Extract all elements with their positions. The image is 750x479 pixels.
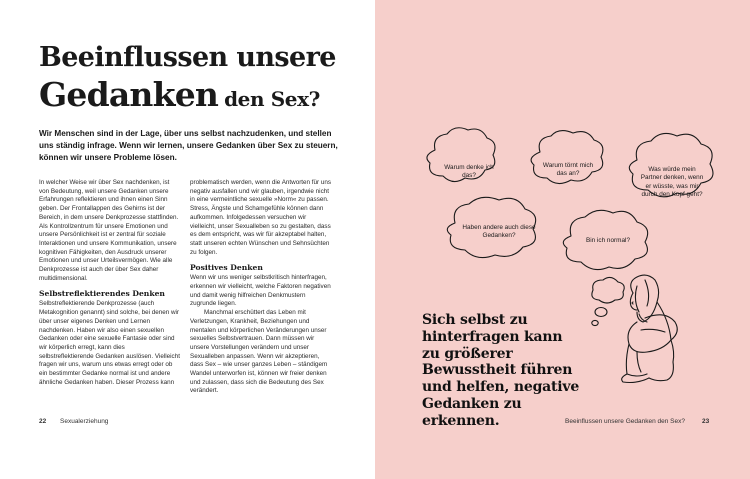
page-title-line1: Beeinflussen unsere xyxy=(39,42,336,73)
body-paragraph: In welcher Weise wir über Sex nachdenken, ist von Bedeutung, weil unsere Gedanken unsere Erfahrungen reflektieren und ihnen einen Sinn geben. Der Frontallappen des Gehirns ist der Bereich, in dem unsere Denkprozesse stattfinden. Als Kontrollzentrum für unsere Emotionen und unsere Persönlichkeit ist er zentral für soziale Interaktionen und unsere Kommunikation, unsere kognitiven Fähigkeiten, den Ausdruck unserer Emotionen und unser Urteilsvermögen. Wie alle Denkprozesse ist auch der über Sex daher multidimensional. xyxy=(39,179,179,282)
cloud-text-2: Warum törnt mich das an? xyxy=(542,162,594,178)
running-head-right: Beeinflussen unsere Gedanken den Sex? xyxy=(565,418,685,425)
page-title-small: den Sex? xyxy=(224,87,320,111)
body-paragraph: problematisch werden, wenn die Antworten für uns negativ ausfallen und wir glauben, irgendwie nicht in eine vermeintliche sexuelle »Norm« zu passen. Stress, Ängste und Schamgefühle können dann aufkommen. Infolgedessen versuchen wir vielleicht, unser Sexualleben so zu gestalten, dass es dem entspricht, was wir für akzeptabel halten, statt unseren echten Wünschen und Sehnsüchten zu folgen. xyxy=(190,179,332,256)
thought-trail-bubble xyxy=(595,308,607,317)
thought-trail-bubble xyxy=(592,320,598,325)
pull-quote-text: Sich selbst zu hinterfragen kann zu größerer Bewusstheit führen und helfen, negative Gedanken zu erkennen. xyxy=(422,312,580,429)
cloud-text-5: Bin ich normal? xyxy=(585,237,631,244)
running-head-left: Sexualerziehung xyxy=(60,418,109,425)
body-paragraph: Manchmal erschüttert das Leben mit Verletzungen, Krankheit, Beziehungen und mentalen und körperlichen Veränderungen unser sexuelles Selbstvertrauen. Dann müssen wir unsere Vorstellungen verändern und unser Sexualleben anpassen. Wenn wir akzeptieren, dass Sex – wie unser ganzes Leben – ständigem Wandel unterworfen ist, können wir freier denken und zulassen, dass sich die Bedeutung des Sex verändert. xyxy=(190,309,328,395)
subheading-positive-thinking: Positives Denken xyxy=(190,263,263,273)
page-number-right: 23 xyxy=(702,418,710,425)
cloud-text-1: Warum denke ich das? xyxy=(444,164,494,180)
pull-quote xyxy=(422,312,582,430)
page-title-big: Gedanken xyxy=(39,75,219,114)
intro-paragraph: Wir Menschen sind in der Lage, über uns selbst nachzudenken, und stellen uns ständig infrage. Wenn wir lernen, unsere Gedanken über Sex zu steuern, können wir unsere Probleme lösen. xyxy=(39,129,338,163)
body-paragraph: Selbstreflektierende Denkprozesse (auch Metakognition genannt) sind solche, bei denen wir über unser eigenes Denken und Lernen nachdenken. Haben wir also einen sexuellen Gedanken oder eine sexuelle Fantasie oder sind wir körperlich erregt, kann dies selbstreflektierende Gedanken auslösen. Vielleicht fragen wir uns, warum uns etwas erregt oder ob ein bestimmter Gedanke normal ist und andere ähnliche Gedanken haben. Dieser Prozess kann xyxy=(39,300,180,386)
subheading-self-reflection: Selbstreflektierendes Denken xyxy=(39,289,165,299)
body-paragraph: Wenn wir uns weniger selbstkritisch hinterfragen, erkennen wir vielleicht, welche Faktoren negativen und damit wenig hilfreichen Denkmustern zugrunde liegen. xyxy=(190,274,331,308)
cloud-text-3: Was würde mein Partner denken, wenn er wüsste, was mir durch den Kopf geht? xyxy=(640,166,704,199)
page-title-line2 xyxy=(39,75,320,114)
cloud-text-4: Haben andere auch diese Gedanken? xyxy=(462,224,536,240)
sitting-woman-illustration xyxy=(622,275,678,382)
thought-trail-bubble xyxy=(592,277,624,303)
text-column-1 xyxy=(39,179,181,387)
page-number-left: 22 xyxy=(39,418,47,425)
text-column-2 xyxy=(190,179,332,396)
